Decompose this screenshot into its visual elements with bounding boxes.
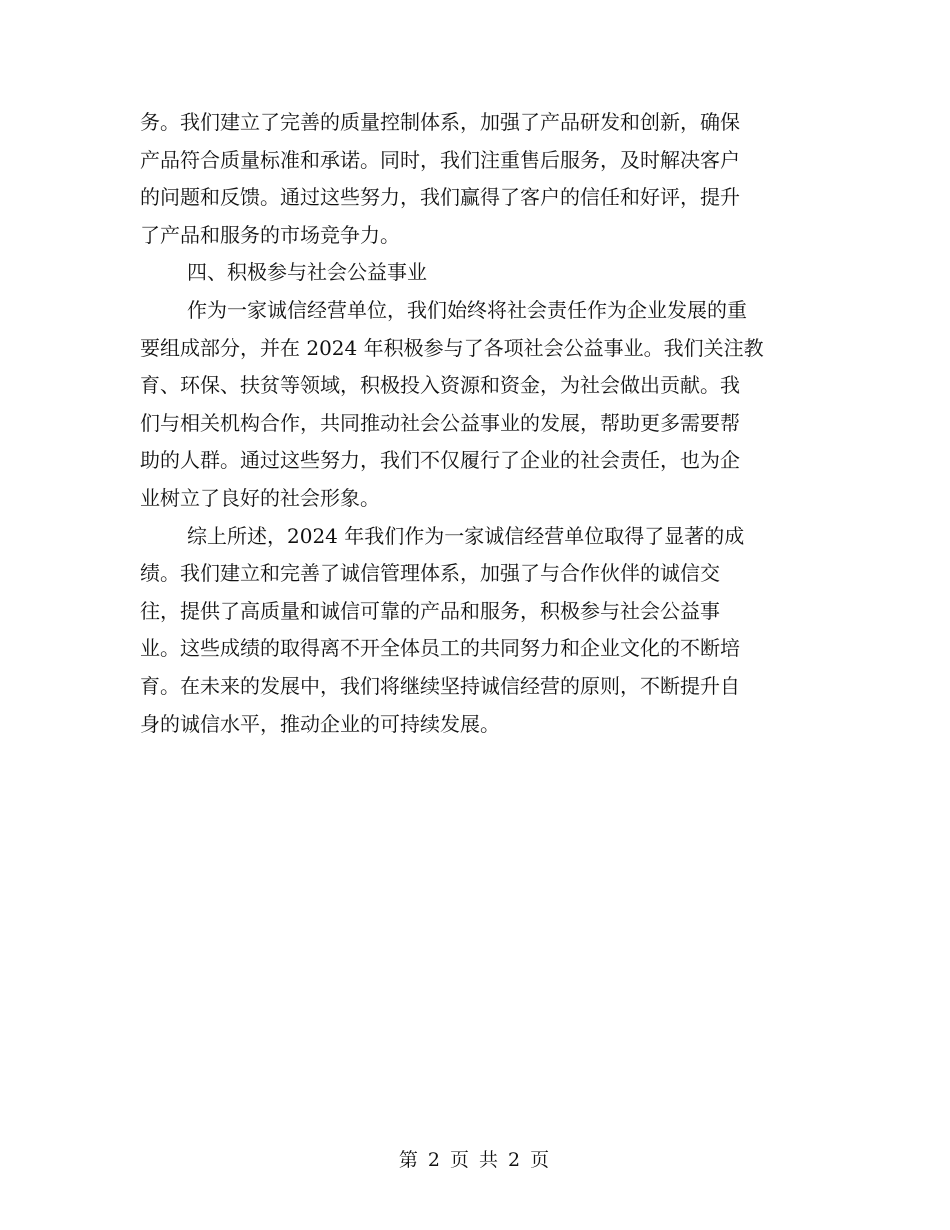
text-line: 的问题和反馈。通过这些努力，我们赢得了客户的信任和好评，提升 [140,185,740,210]
text-line: 育。在未来的发展中，我们将继续坚持诚信经营的原则，不断提升自 [140,673,740,698]
text-line: 要组成部分，并在 2024 年积极参与了各项社会公益事业。我们关注教 [140,335,764,360]
text-line: 往，提供了高质量和诚信可靠的产品和服务，积极参与社会公益事 [140,598,720,623]
paragraph-first-line: 四、积极参与社会公益事业 [187,260,427,285]
text-line: 业。这些成绩的取得离不开全体员工的共同努力和企业文化的不断培 [140,636,740,661]
text-line: 务。我们建立了完善的质量控制体系，加强了产品研发和创新，确保 [140,110,740,134]
text-line: 助的人群。通过这些努力，我们不仅履行了企业的社会责任，也为企 [140,448,740,473]
text-line: 育、环保、扶贫等领域，积极投入资源和资金，为社会做出贡献。我 [140,373,740,398]
paragraph-first-line: 综上所述，2024 年我们作为一家诚信经营单位取得了显著的成 [187,523,745,548]
paragraph-first-line: 作为一家诚信经营单位，我们始终将社会责任作为企业发展的重 [187,297,747,322]
text-line: 身的诚信水平，推动企业的可持续发展。 [140,711,500,736]
page-footer: 第 2 页 共 2 页 [398,1149,552,1171]
text-line: 业树立了良好的社会形象。 [140,485,380,510]
text-line: 产品符合质量标准和承诺。同时，我们注重售后服务，及时解决客户 [140,147,740,172]
text-line: 了产品和服务的市场竞争力。 [140,222,400,247]
document-body [140,104,810,743]
text-line: 绩。我们建立和完善了诚信管理体系，加强了与合作伙伴的诚信交 [140,561,720,586]
text-line: 们与相关机构合作，共同推动社会公益事业的发展，帮助更多需要帮 [140,410,740,435]
